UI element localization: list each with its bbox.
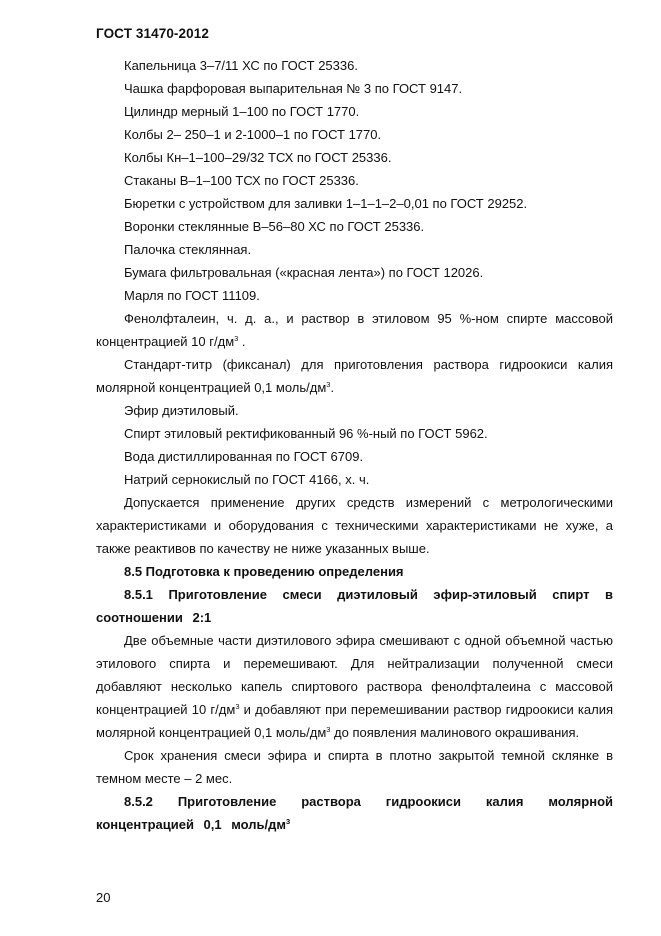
superscript: 3 [234,334,239,343]
document-header: ГОСТ 31470-2012 [96,26,209,41]
superscript: 3 [286,817,291,826]
mixture-text-2: и добавляют при перемешивании раствор гидроокиси калия молярной концентрацией 0,1 моль/дм [96,702,614,740]
equipment-item: Колбы 2– 250–1 и 2-1000–1 по ГОСТ 1770. [124,127,382,142]
section-heading-8-5-2 [96,790,613,836]
equipment-item: Марля по ГОСТ 11109. [124,288,260,303]
section-heading-8-5-1: 8.5.1 Приготовление смеси диэтиловый эфир-этиловый спирт в соотношении 2:1 [96,587,613,625]
equipment-item: Палочка стеклянная. [124,242,252,257]
equipment-item: Бюретки с устройством для заливки 1–1–1–2–0,01 по ГОСТ 29252. [124,196,528,211]
equipment-item: Стаканы В–1–100 ТСХ по ГОСТ 25336. [124,173,359,188]
phenolphthalein-tail: . [238,334,246,349]
superscript: 3 [326,725,331,734]
reagent-item: Вода дистиллированная по ГОСТ 6709. [124,449,364,464]
mixture-text-3: до появления малинового окрашивания. [330,725,580,740]
phenolphthalein-text: Фенолфталеин, ч. д. а., и раствор в этиловом 95 %-ном спирте массовой концентрацией 10 г/дм [96,311,613,349]
standard-titr-tail: . [330,380,335,395]
superscript: 3 [235,702,240,711]
standard-titr-text: Стандарт-титр (фиксанал) для приготовления раствора гидроокиси калия молярной концентрацией 0,1 моль/дм [96,357,613,395]
equipment-item: Чашка фарфоровая выпарительная № 3 по ГОСТ 9147. [124,81,463,96]
equipment-item: Цилиндр мерный 1–100 по ГОСТ 1770. [124,104,360,119]
phenolphthalein-paragraph [96,307,613,353]
reagent-item: Спирт этиловый ректификованный 96 %-ный по ГОСТ 5962. [124,426,488,441]
superscript: 3 [326,380,331,389]
mixture-text-1: Две объемные части диэтилового эфира смешивают с одной объемной частью этилового спирта и перемешивают. Для нейтрализации полученной смеси добавляют несколько капель спиртового раствора фенолфталеина с массовой концентрацией 10 г/дм [96,633,613,717]
storage-paragraph: Срок хранения смеси эфира и спирта в плотно закрытой темной склянке в темном месте – 2 мес. [96,748,613,786]
equipment-item: Колбы Кн–1–100–29/32 ТСХ по ГОСТ 25336. [124,150,392,165]
mixture-paragraph [96,629,613,744]
section-8-5-2-text: 8.5.2 Приготовление раствора гидроокиси калия молярной концентрацией 0,1 моль/дм [96,794,613,832]
page-content [96,54,613,836]
allowed-alternatives-paragraph: Допускается применение других средств измерений с метрологическими характеристиками и оборудования с техническими характеристиками не хуже, а также реактивов по качеству не ниже указанных выше. [96,495,613,556]
equipment-item: Бумага фильтровальная («красная лента») по ГОСТ 12026. [124,265,484,280]
reagent-item: Эфир диэтиловый. [124,403,239,418]
standard-titr-paragraph [96,353,613,399]
equipment-item: Воронки стеклянные В–56–80 ХС по ГОСТ 25336. [124,219,425,234]
equipment-item: Капельница 3–7/11 ХС по ГОСТ 25336. [124,58,358,73]
section-heading-8-5: 8.5 Подготовка к проведению определения [124,564,404,579]
page-number: 20 [96,890,111,905]
reagent-item: Натрий сернокислый по ГОСТ 4166, х. ч. [124,472,370,487]
